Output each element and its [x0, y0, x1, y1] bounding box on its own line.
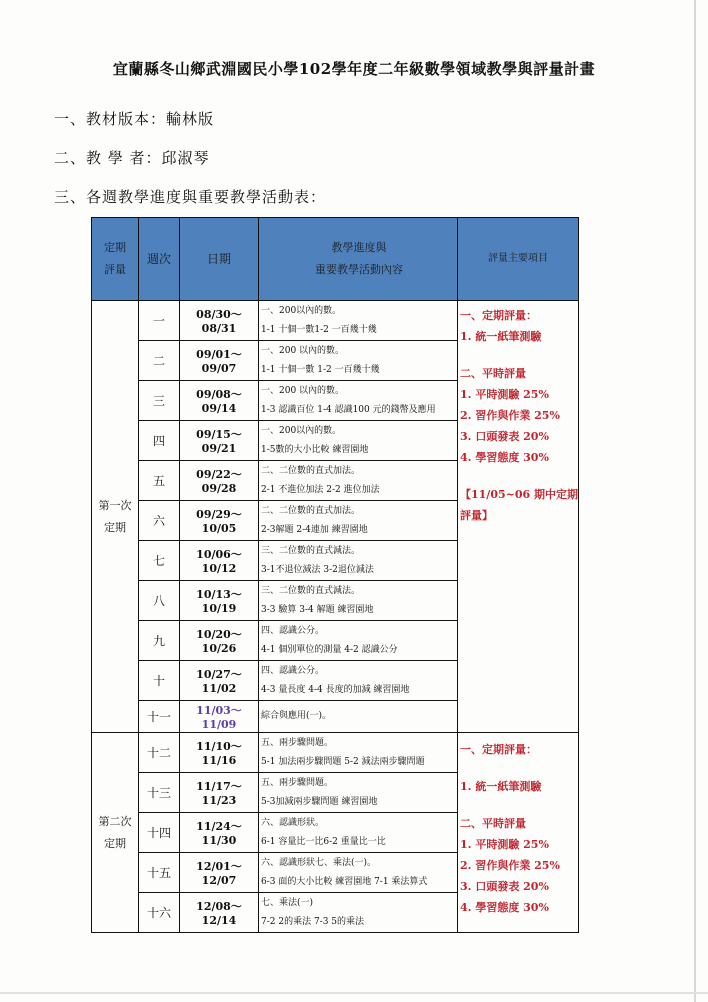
- week-cell: 四: [139, 421, 180, 461]
- schedule-table: [91, 217, 579, 933]
- page-edge-right: [694, 0, 696, 1002]
- section-textbook-version: 一、教材版本：輸林版: [54, 110, 215, 128]
- week-cell: 八: [139, 581, 180, 621]
- week-cell: 七: [139, 541, 180, 581]
- section-schedule-heading: 三、各週教學進度與重要教學活動表：: [54, 188, 327, 206]
- week-cell: 十三: [139, 773, 180, 813]
- header-week: 週次: [139, 218, 180, 301]
- date-cell: 10/06～10/12: [180, 541, 259, 581]
- term-second: 第二次 定期: [92, 733, 139, 933]
- date-cell: 09/08～09/14: [180, 381, 259, 421]
- date-cell: 09/15～09/21: [180, 421, 259, 461]
- week-cell: 十二: [139, 733, 180, 773]
- week-cell: 十六: [139, 893, 180, 933]
- header-term: 定期 評量: [92, 218, 139, 301]
- content-cell: 二、二位數的直式加法。 2-1 不進位加法 2-2 進位加法: [259, 461, 458, 501]
- week-cell: 十五: [139, 853, 180, 893]
- date-cell-highlighted: 11/03～11/09: [180, 701, 259, 733]
- term-first: 第一次 定期: [92, 301, 139, 733]
- date-cell: 09/22～09/28: [180, 461, 259, 501]
- eval-first-term: 一、定期評量： 1. 統一紙筆測驗 二、平時評量 1. 平時測驗 25% 2. 習作與作業 25% 3. 口頭發表 20% 4. 學習態度 30% 【11/05~06 期中定期評量】: [458, 301, 579, 733]
- week-cell: 六: [139, 501, 180, 541]
- date-cell: 09/01～09/07: [180, 341, 259, 381]
- week-cell: 九: [139, 621, 180, 661]
- date-cell: 11/17～11/23: [180, 773, 259, 813]
- week-cell: 一: [139, 301, 180, 341]
- date-cell: 10/20～10/26: [180, 621, 259, 661]
- content-cell: 四、認識公分。 4-1 個別單位的測量 4-2 認識公分: [259, 621, 458, 661]
- week-cell: 五: [139, 461, 180, 501]
- section-teacher: 二、教 學 者：邱淑琴: [54, 149, 210, 167]
- content-cell: 三、二位數的直式減法。 3-3 驗算 3-4 解題 練習園地: [259, 581, 458, 621]
- content-cell: 一、200 以內的數。 1-3 認識百位 1-4 認識100 元的錢幣及應用: [259, 381, 458, 421]
- table-row: [92, 301, 579, 341]
- week-cell: 三: [139, 381, 180, 421]
- content-cell: 綜合與應用(一)。: [259, 701, 458, 733]
- table-header-row: [92, 218, 579, 301]
- week-cell: 十: [139, 661, 180, 701]
- table-row: [92, 733, 579, 773]
- content-cell: 五、兩步驟問題。 5-1 加法兩步驟問題 5-2 減法兩步驟問題: [259, 733, 458, 773]
- content-cell: 二、二位數的直式加法。 2-3解題 2-4連加 練習園地: [259, 501, 458, 541]
- content-cell: 六、認識形狀七、乘法(一)。 6-3 面的大小比較 練習園地 7-1 乘法算式: [259, 853, 458, 893]
- content-cell: 四、認識公分。 4-3 量長度 4-4 長度的加減 練習園地: [259, 661, 458, 701]
- page-edge-bottom: [0, 992, 708, 994]
- content-cell: 六、認識形狀。 6-1 容量比一比6-2 重量比一比: [259, 813, 458, 853]
- date-cell: 10/13～10/19: [180, 581, 259, 621]
- document-title: 宜蘭縣冬山鄉武淵國民小學102學年度二年級數學領域教學與評量計畫: [112, 60, 596, 78]
- date-cell: 09/29～10/05: [180, 501, 259, 541]
- content-cell: 一、200以內的數。 1-1 十個一數1-2 一百幾十幾: [259, 301, 458, 341]
- header-content: 教學進度與 重要教學活動內容: [259, 218, 458, 301]
- date-cell: 12/08～12/14: [180, 893, 259, 933]
- date-cell: 11/10～11/16: [180, 733, 259, 773]
- date-cell: 08/30～08/31: [180, 301, 259, 341]
- week-cell: 二: [139, 341, 180, 381]
- content-cell: 五、兩步驟問題。 5-3加減兩步驟問題 練習園地: [259, 773, 458, 813]
- week-cell: 十一: [139, 701, 180, 733]
- date-cell: 11/24～11/30: [180, 813, 259, 853]
- content-cell: 三、二位數的直式減法。 3-1不退位減法 3-2退位減法: [259, 541, 458, 581]
- eval-second-term: 一、定期評量： 1. 統一紙筆測驗 二、平時評量 1. 平時測驗 25% 2. 習作與作業 25% 3. 口頭發表 20% 4. 學習態度 30%: [458, 733, 579, 933]
- content-cell: 一、200以內的數。 1-5數的大小比較 練習園地: [259, 421, 458, 461]
- date-cell: 10/27～11/02: [180, 661, 259, 701]
- date-cell: 12/01～12/07: [180, 853, 259, 893]
- header-date: 日期: [180, 218, 259, 301]
- week-cell: 十四: [139, 813, 180, 853]
- header-eval: 評量主要項目: [458, 218, 579, 301]
- content-cell: 七、乘法(一) 7-2 2的乘法 7-3 5的乘法: [259, 893, 458, 933]
- content-cell: 一、200 以內的數。 1-1 十個一數 1-2 一百幾十幾: [259, 341, 458, 381]
